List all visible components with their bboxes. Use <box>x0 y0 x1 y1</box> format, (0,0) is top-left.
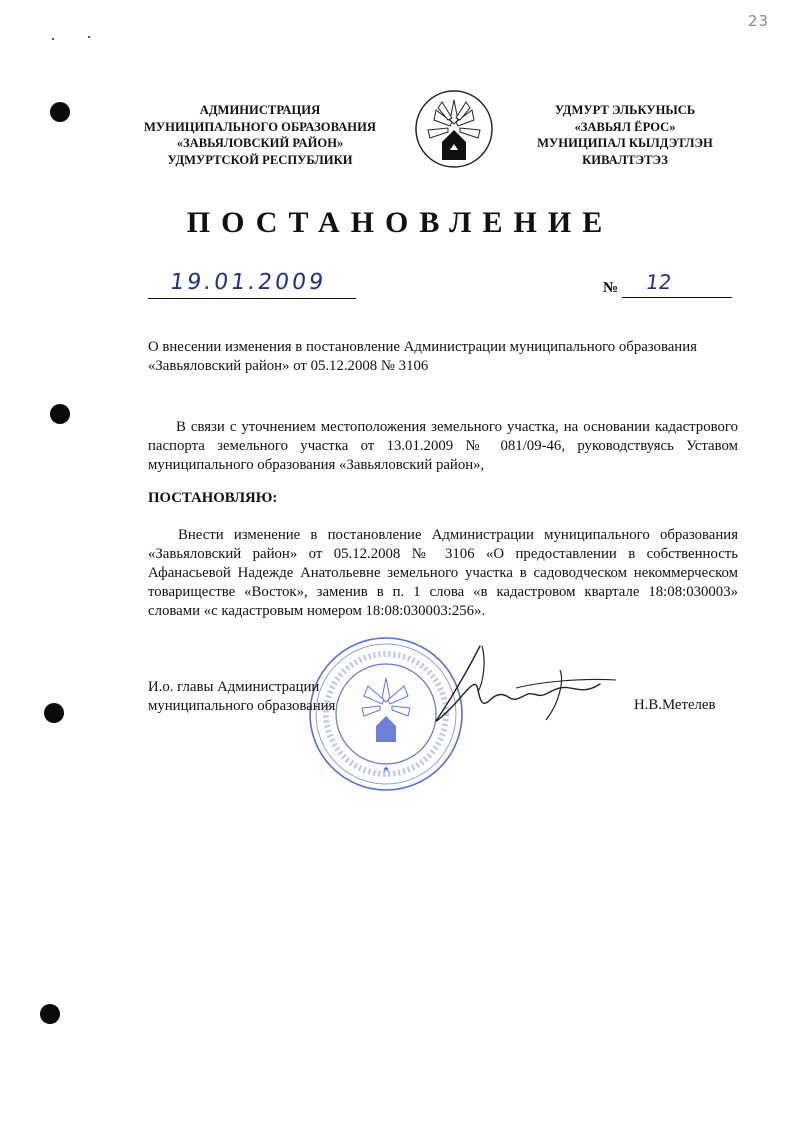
number-underline <box>622 297 732 298</box>
header-right-line: МУНИЦИПАЛ КЫЛДЭТЛЭН <box>537 136 713 150</box>
document-title: ПОСТАНОВЛЕНИЕ <box>186 206 614 239</box>
handwritten-number: 12 <box>644 270 674 294</box>
binder-hole <box>50 102 70 122</box>
date-underline <box>148 298 356 299</box>
handwritten-signature <box>420 640 620 730</box>
header-left <box>130 102 390 168</box>
header-left-line: АДМИНИСТРАЦИЯ <box>199 103 321 117</box>
header-right <box>520 102 730 168</box>
signatory-name: Н.В.Метелев <box>634 697 716 713</box>
signatory-position <box>148 678 335 716</box>
decree-paragraph: Внести изменение в постановление Администрации муниципального образования «Завьяловский район» от 05.12.2008 № 3106 «О предоставлении в собственность Афанасьевой Надежде Анатольевне земельного участка в садоводческом некоммерческом товариществе «Восток», заменив в п. 1 слова «в кадастровом квартале 18:08:030003» словами «с кадастровым номером 18:08:030003:256». <box>148 527 738 619</box>
signatory-position-line: И.о. главы Администрации <box>148 679 320 695</box>
coat-of-arms-emblem <box>414 86 494 172</box>
scan-speck <box>88 36 90 38</box>
preamble-paragraph: В связи с уточнением местоположения земельного участка, на основании кадастрового паспорта земельного участка от 13.01.2009 № 081/09-46, руководствуясь Уставом муниципального образования «Завьяловский район», <box>148 419 738 473</box>
binder-hole <box>40 1004 60 1024</box>
decree-heading: ПОСТАНОВЛЯЮ: <box>148 490 278 506</box>
page-number: 23 <box>748 12 770 30</box>
document-subject: О внесении изменения в постановление Администрации муниципального образования «Завьяловский район» от 05.12.2008 № 3106 <box>148 339 697 374</box>
header-right-line: «ЗАВЬЯЛ ЁРОС» <box>574 119 676 134</box>
handwritten-date: 19.01.2009 <box>168 270 328 295</box>
number-label: № <box>603 280 619 296</box>
header-left-line: МУНИЦИПАЛЬНОГО ОБРАЗОВАНИЯ <box>144 119 376 134</box>
scan-speck <box>52 38 54 40</box>
header-left-line: «ЗАВЬЯЛОВСКИЙ РАЙОН» <box>176 136 344 150</box>
header-left-line: УДМУРТСКОЙ РЕСПУБЛИКИ <box>167 152 353 167</box>
header-right-line: УДМУРТ ЭЛЬКУНЫСЬ <box>554 103 696 117</box>
binder-hole <box>50 404 70 424</box>
binder-hole <box>44 703 64 723</box>
signatory-position-line: муниципального образования <box>148 698 336 714</box>
header-right-line: КИВАЛТЭТЭЗ <box>582 152 668 167</box>
